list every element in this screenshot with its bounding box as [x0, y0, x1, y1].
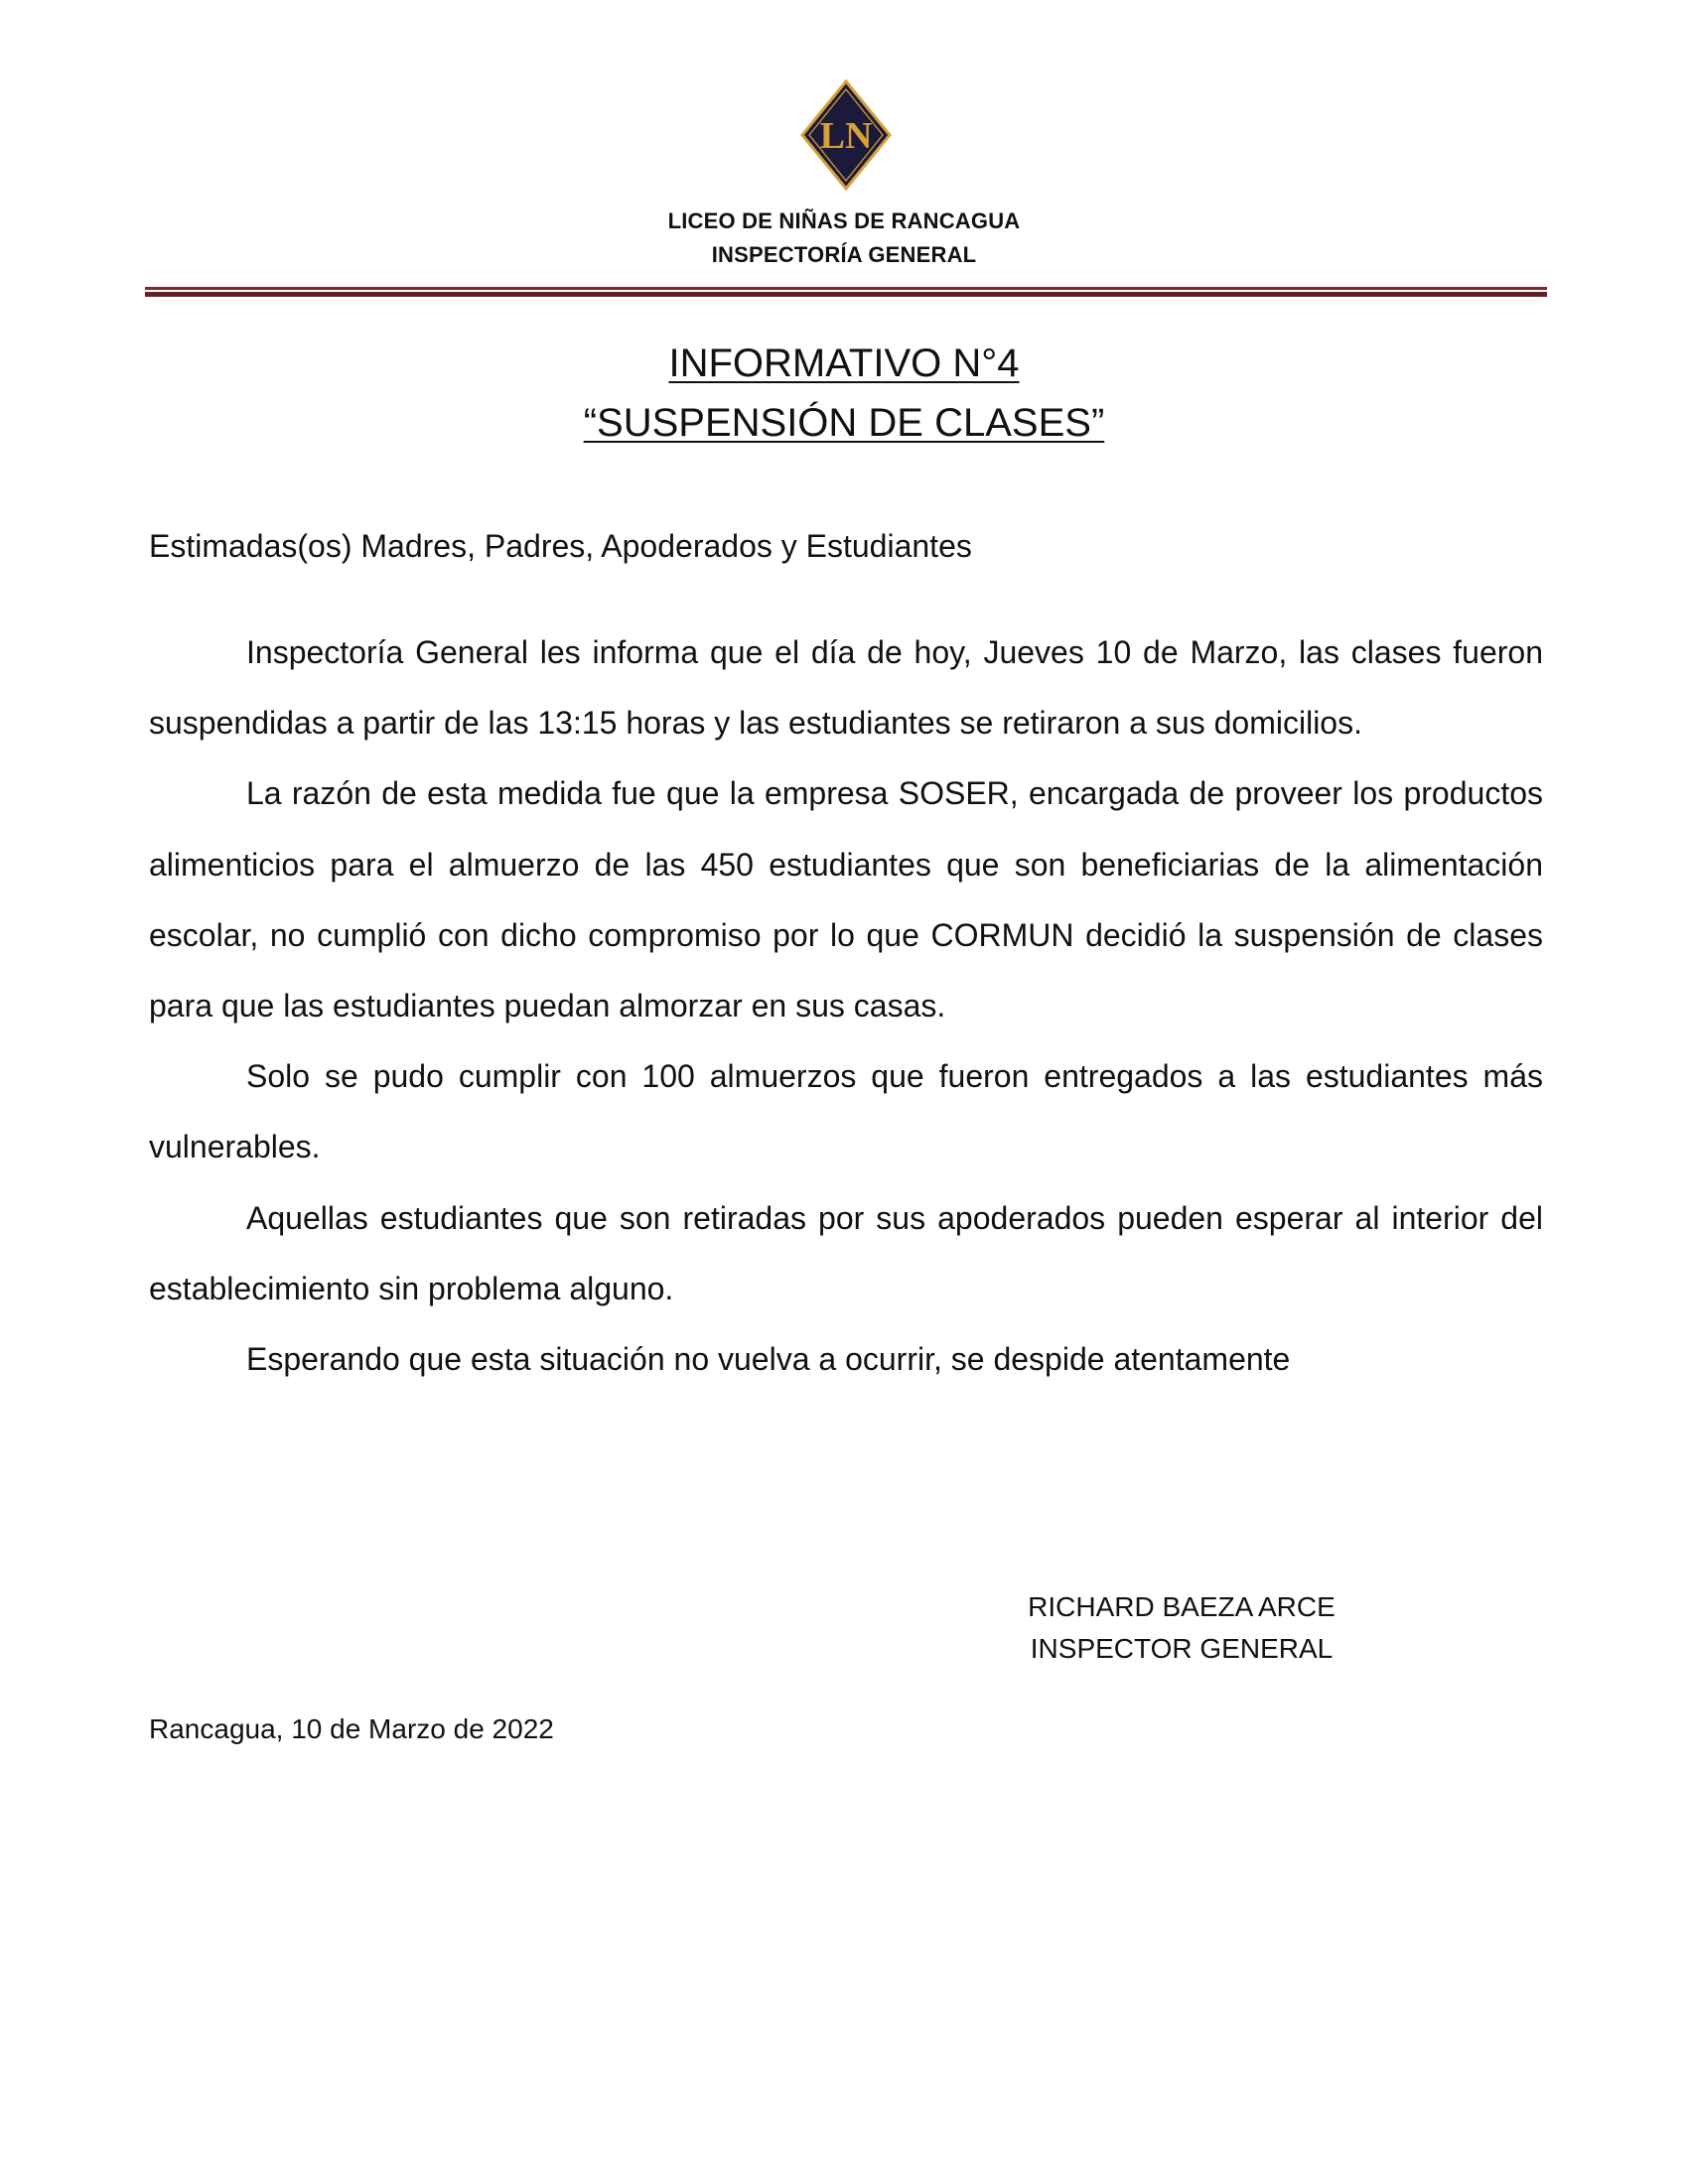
paragraph: Aquellas estudiantes que son retiradas por sus apoderados pueden esperar al interior del establecimiento sin problema alguno.	[149, 1199, 1543, 1306]
logo-monogram: LN	[819, 115, 873, 157]
signer-role: INSPECTOR GENERAL	[1030, 1633, 1334, 1664]
paragraph: Esperando que esta situación no vuelva a ocurrir, se despide atentamente	[246, 1341, 1291, 1378]
body-text	[149, 617, 1543, 1395]
title-line-1: INFORMATIVO N°4	[668, 341, 1020, 385]
signer-name: RICHARD BAEZA ARCE	[1028, 1591, 1336, 1622]
document-title	[0, 334, 1688, 453]
department-name: INSPECTORÍA GENERAL	[711, 242, 977, 267]
title-line-2: “SUSPENSIÓN DE CLASES”	[583, 401, 1105, 445]
date-line: Rancagua, 10 de Marzo de 2022	[149, 1713, 554, 1744]
paragraph: La razón de esta medida fue que la empresa SOSER, encargada de proveer los productos alimenticios para el almuerzo de las 450 estudiantes que son beneficiarias de la alimentación escolar, no cumplió con dicho compromiso por lo que CORMUN decidió la suspensión de clases para que las estudiantes puedan almorzar en sus casas.	[149, 775, 1543, 1024]
paragraph: Inspectoría General les informa que el día de hoy, Jueves 10 de Marzo, las clases fueron suspendidas a partir de las 13:15 horas y las estudiantes se retiraron a sus domicilios.	[149, 634, 1543, 742]
school-name: LICEO DE NIÑAS DE RANCAGUA	[667, 208, 1021, 233]
signature-block	[1013, 1586, 1350, 1670]
paragraph: Solo se pudo cumplir con 100 almuerzos que fueron entregados a las estudiantes más vulnerables.	[149, 1058, 1543, 1165]
school-logo	[799, 79, 893, 191]
greeting: Estimadas(os) Madres, Padres, Apoderados y Estudiantes	[149, 528, 972, 564]
school-header	[0, 205, 1688, 272]
header-divider	[145, 287, 1547, 298]
